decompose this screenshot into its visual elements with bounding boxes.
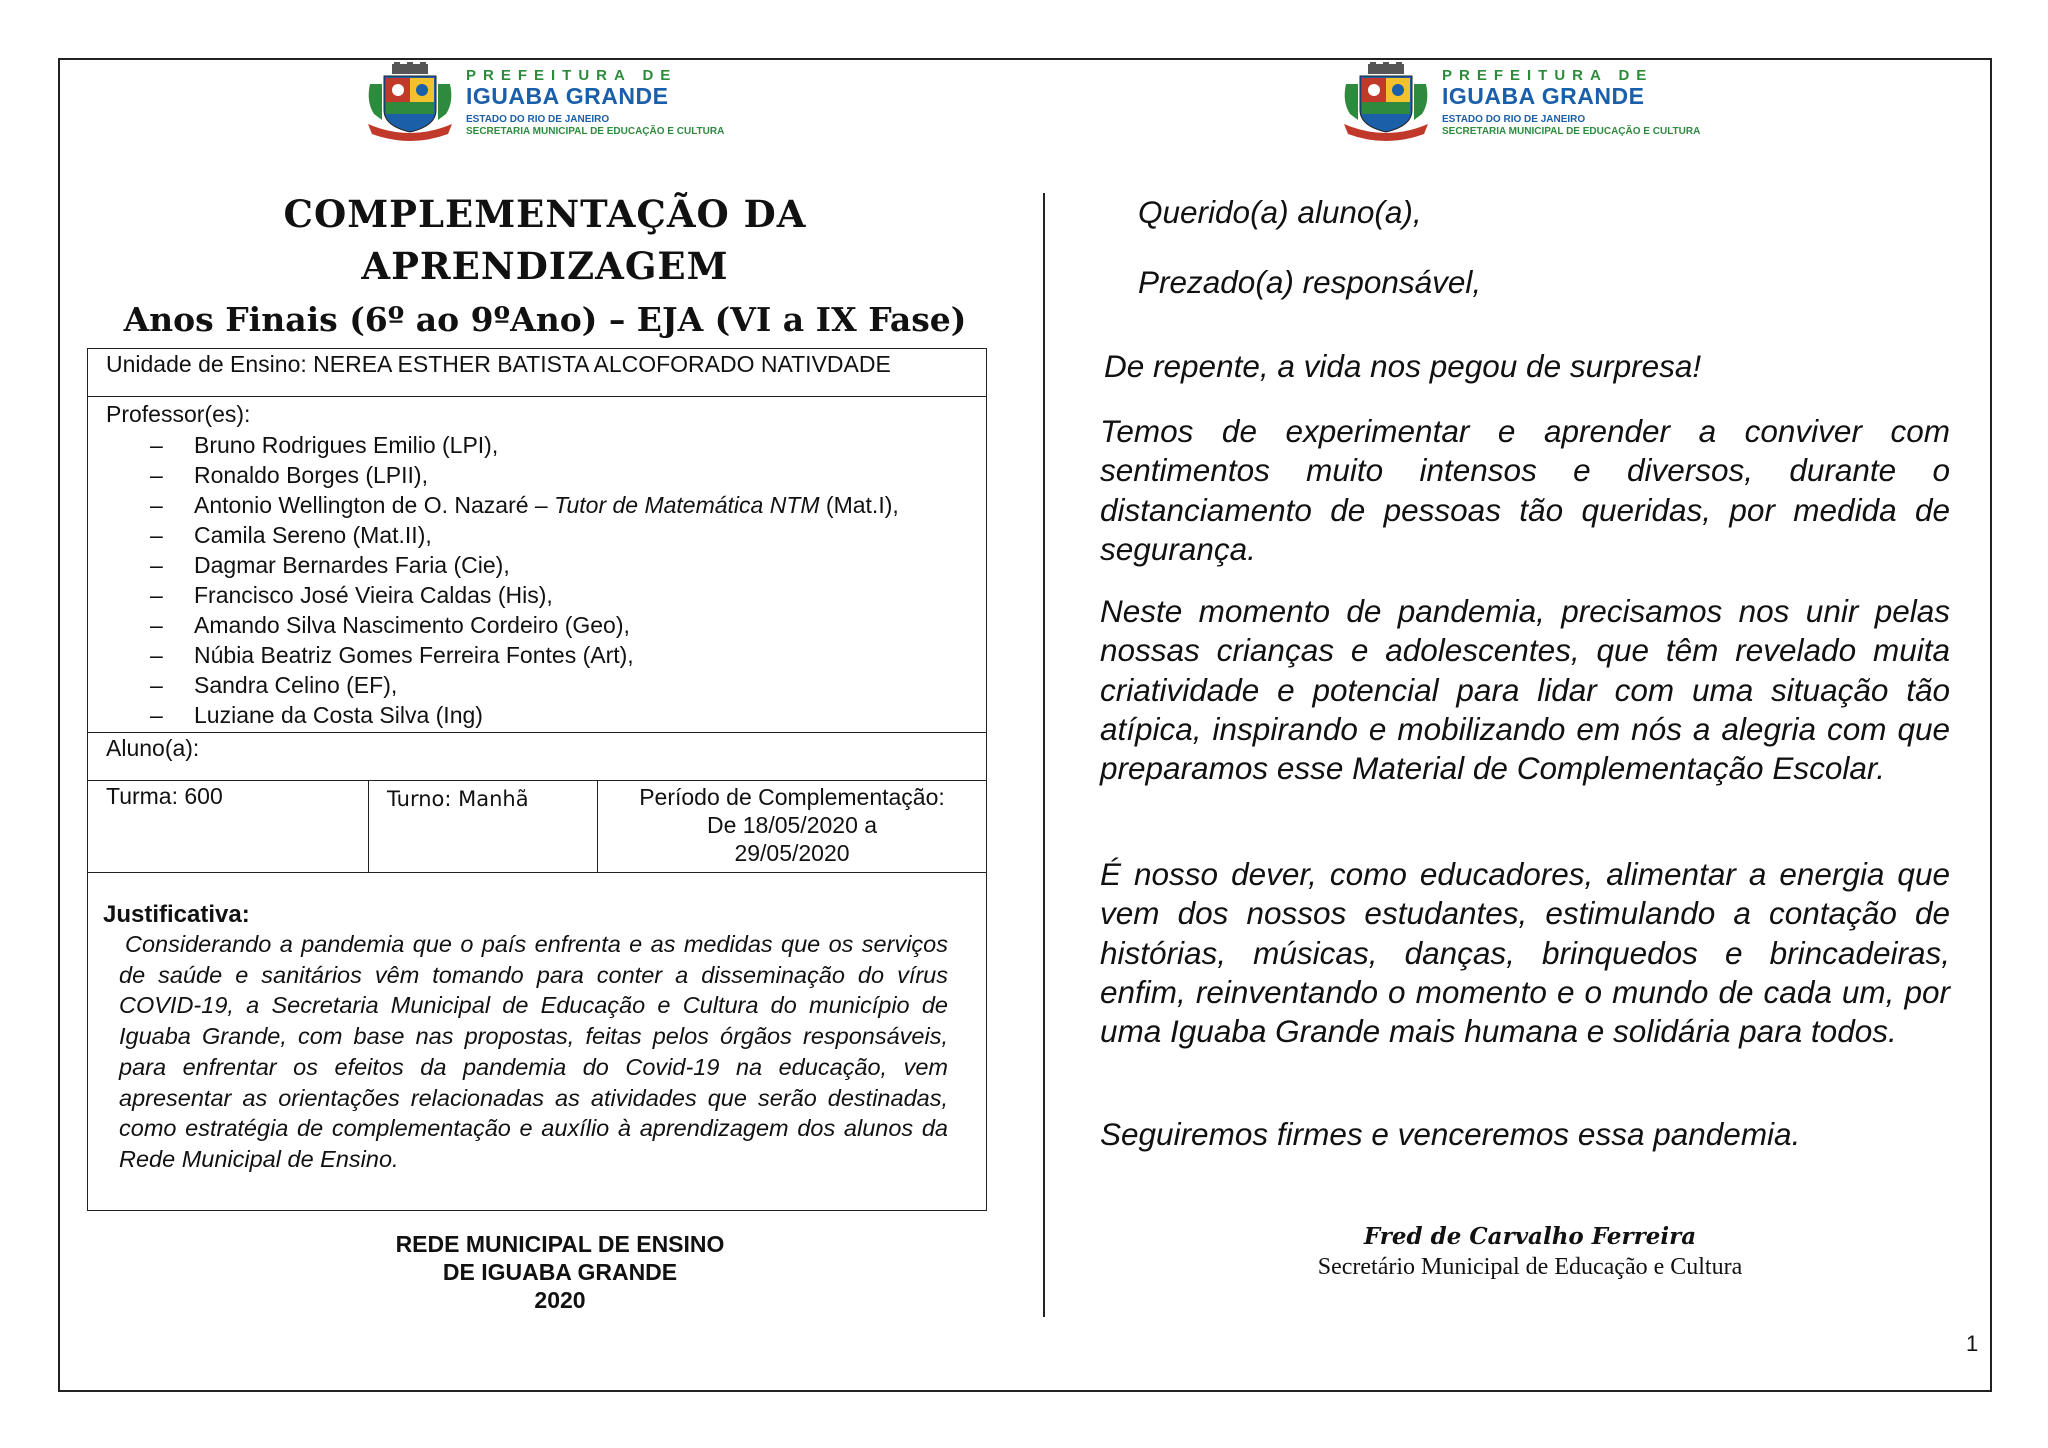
professor-subject: (Mat.I), bbox=[819, 492, 899, 518]
network-footer-line2: DE IGUABA GRANDE bbox=[442, 1259, 678, 1285]
professor-name: Antonio Wellington de O. Nazaré – bbox=[194, 492, 555, 518]
document-subtitle: Anos Finais (6º ao 9ºAno) – EJA (VI a IX Fase) bbox=[123, 300, 967, 339]
periodo-label: Período de Complementação: bbox=[639, 784, 945, 810]
justification-cell bbox=[88, 873, 987, 1211]
greeting-student: Querido(a) aluno(a), bbox=[1138, 194, 1422, 230]
professor-item bbox=[150, 490, 986, 520]
professor-item bbox=[150, 550, 986, 580]
letter-paragraph: Neste momento de pandemia, precisamos nos unir pelas nossas crianças e adolescentes, que têm revelado muita criatividade e potencial para lidar com uma situação tão atípica, inspirando e mobilizando em nós a alegria com que preparamos esse Material de Complementação Escolar. bbox=[1100, 593, 1950, 787]
professor-item bbox=[150, 430, 986, 460]
network-footer-line1: REDE MUNICIPAL DE ENSINO bbox=[395, 1231, 725, 1257]
letter-closing: Seguiremos firmes e venceremos essa pandemia. bbox=[1100, 1116, 1801, 1152]
professor-name: Francisco José Vieira Caldas (His), bbox=[194, 582, 553, 608]
municipal-logo-left bbox=[362, 62, 762, 152]
coat-of-arms-icon bbox=[362, 62, 458, 142]
professor-tutor-role: Tutor de Matemática NTM bbox=[554, 492, 820, 518]
greeting-guardian: Prezado(a) responsável, bbox=[1138, 264, 1482, 300]
column-divider bbox=[1043, 193, 1045, 1317]
letter-paragraph: É nosso dever, como educadores, alimentar a energia que vem dos nossos estudantes, estimulando a contação de histórias, músicas, danças, brinquedos e brincadeiras, enfim, reinventando o momento e o mundo de cada um, por uma Iguaba Grande mais humana e solidária para todos. bbox=[1100, 856, 1950, 1050]
professor-name: Amando Silva Nascimento Cordeiro (Geo), bbox=[194, 612, 630, 638]
logo-secretaria-text: SECRETARIA MUNICIPAL DE EDUCAÇÃO E CULTURA bbox=[1442, 126, 1701, 137]
professor-name: Ronaldo Borges (LPII), bbox=[194, 462, 428, 488]
document-title-line1: COMPLEMENTAÇÃO DA bbox=[283, 192, 807, 236]
professor-item bbox=[150, 580, 986, 610]
professor-item bbox=[150, 460, 986, 490]
periodo-end: 29/05/2020 bbox=[734, 840, 850, 866]
coat-of-arms-icon bbox=[1338, 62, 1434, 142]
info-table bbox=[87, 348, 987, 1211]
professor-item bbox=[150, 640, 986, 670]
logo-city-name: IGUABA GRANDE bbox=[1442, 83, 1645, 109]
logo-state-text: ESTADO DO RIO DE JANEIRO bbox=[466, 114, 610, 125]
logo-state-text: ESTADO DO RIO DE JANEIRO bbox=[1442, 114, 1586, 125]
logo-prefeitura-text: PREFEITURA DE bbox=[1442, 67, 1654, 84]
page-number: 1 bbox=[1966, 1331, 1979, 1356]
professor-item bbox=[150, 520, 986, 550]
professor-name: Dagmar Bernardes Faria (Cie), bbox=[194, 552, 510, 578]
professor-name: Bruno Rodrigues Emilio (LPI), bbox=[194, 432, 499, 458]
student-cell: Aluno(a): bbox=[88, 733, 987, 781]
professors-list bbox=[106, 430, 986, 730]
periodo-cell bbox=[598, 781, 987, 873]
justification-text: Considerando a pandemia que o país enfrenta e as medidas que os serviços de saúde e sanitários vêm tomando para conter a disseminação do vírus COVID-19, a Secretaria Municipal de Educação e Cultura do município de Iguaba Grande, com base nas propostas, feitas pelos órgãos responsáveis, para enfrentar os efeitos da pandemia do Covid-19 na educação, vem apresentar as orientações relacionadas as atividades que serão destinadas, como estratégia de complementação e auxílio à aprendizagem dos alunos da Rede Municipal de Ensino. bbox=[119, 931, 948, 1172]
letter-paragraph: Temos de experimentar e aprender a conviver com sentimentos muito intensos e diversos, durante o distanciamento de pessoas tão queridas, por medida de segurança. bbox=[1100, 413, 1950, 567]
professor-name: Camila Sereno (Mat.II), bbox=[194, 522, 432, 548]
professor-name: Luziane da Costa Silva (Ing) bbox=[194, 702, 483, 728]
professor-name: Núbia Beatriz Gomes Ferreira Fontes (Art), bbox=[194, 642, 634, 668]
periodo-start: De 18/05/2020 a bbox=[706, 812, 878, 838]
professor-item bbox=[150, 700, 986, 730]
unit-cell: Unidade de Ensino: NEREA ESTHER BATISTA ALCOFORADO NATIVDADE bbox=[88, 349, 987, 397]
municipal-logo-right bbox=[1338, 62, 1738, 152]
letter-opening: De repente, a vida nos pegou de surpresa! bbox=[1104, 348, 1702, 384]
professor-item bbox=[150, 670, 986, 700]
document-title-line2: APRENDIZAGEM bbox=[361, 244, 729, 288]
logo-secretaria-text: SECRETARIA MUNICIPAL DE EDUCAÇÃO E CULTURA bbox=[466, 126, 725, 137]
network-footer bbox=[290, 1230, 830, 1314]
signature-name: Fred de Carvalho Ferreira bbox=[1363, 1223, 1697, 1250]
professors-cell bbox=[88, 397, 987, 733]
professor-item bbox=[150, 610, 986, 640]
professors-label: Professor(es): bbox=[106, 401, 251, 427]
logo-prefeitura-text: PREFEITURA DE bbox=[466, 67, 678, 84]
signature-role: Secretário Municipal de Educação e Cultura bbox=[1317, 1254, 1743, 1280]
network-footer-year: 2020 bbox=[534, 1287, 586, 1313]
turno-cell: Turno: Manhã bbox=[369, 781, 598, 873]
logo-city-name: IGUABA GRANDE bbox=[466, 83, 669, 109]
professor-name: Sandra Celino (EF), bbox=[194, 672, 398, 698]
turma-cell: Turma: 600 bbox=[88, 781, 369, 873]
justification-title: Justificativa: bbox=[103, 901, 250, 928]
